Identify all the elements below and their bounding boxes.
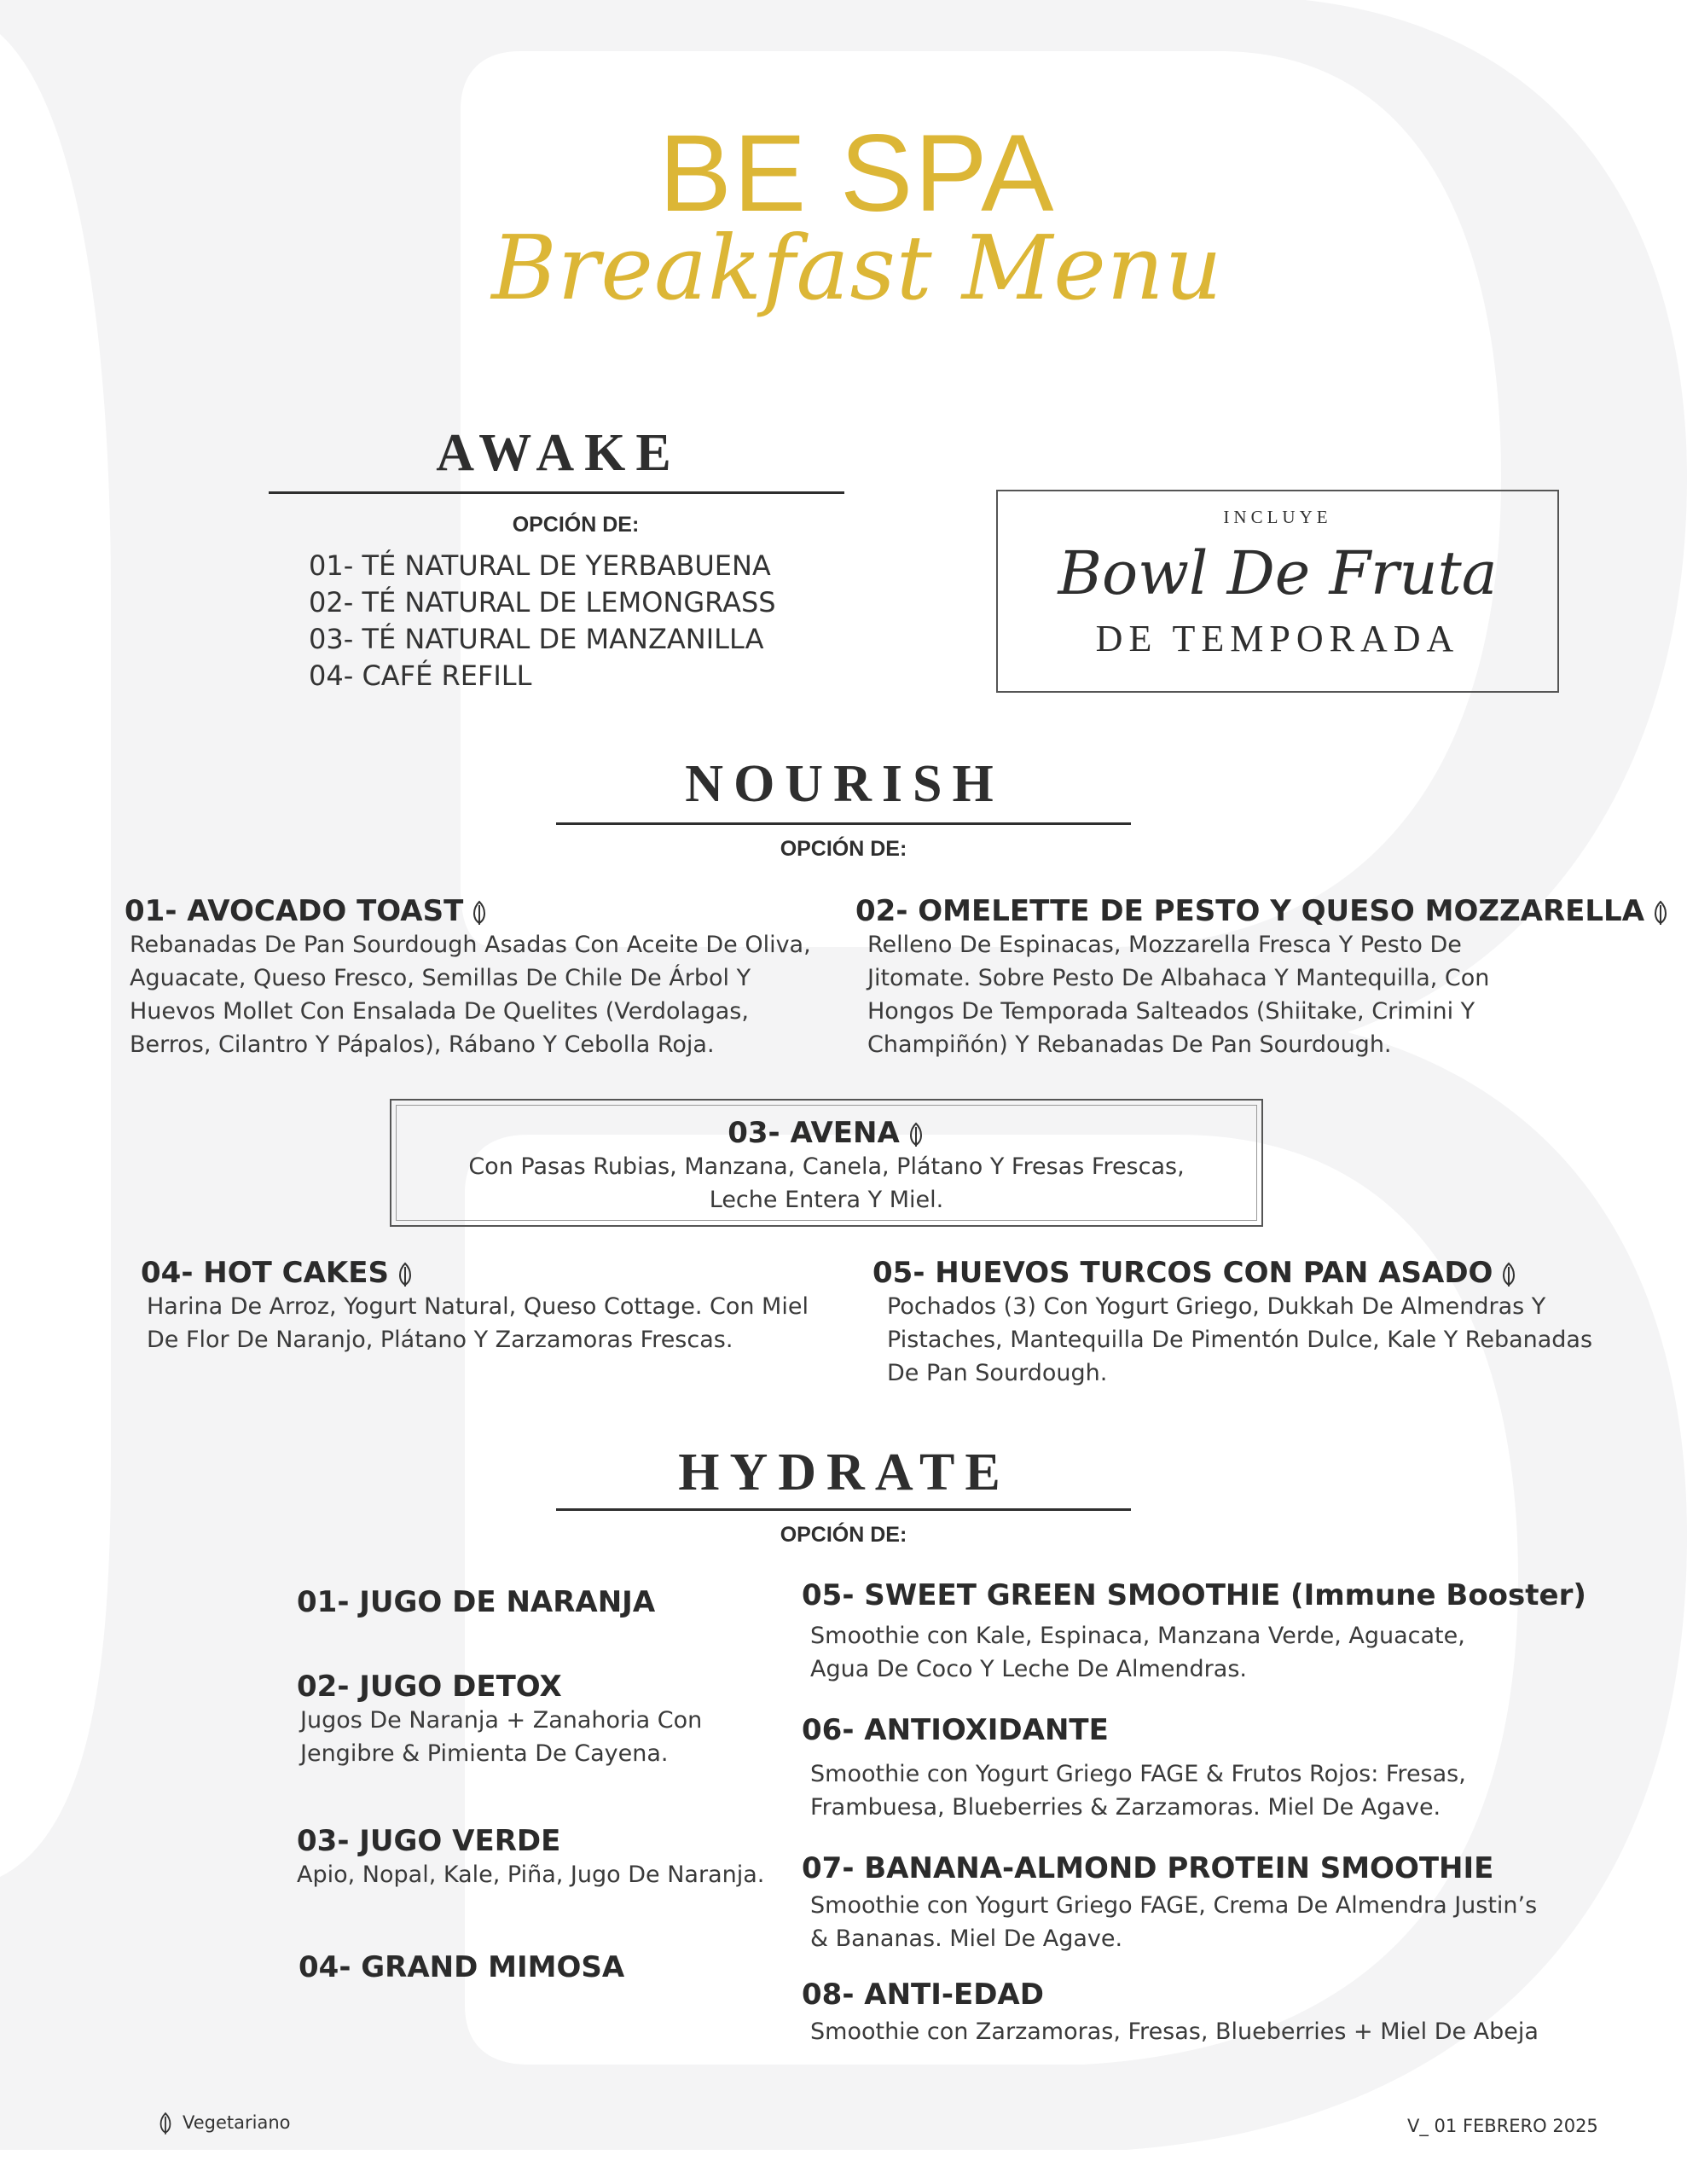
menu-item	[125, 894, 858, 1061]
incluye-script-title: Bowl De Fruta	[1058, 538, 1498, 608]
vegetarian-leaf-icon	[470, 900, 489, 926]
drink-description: Smoothie con Kale, Espinaca, Manzana Verde, Aguacate, Agua De Coco Y Leche De Almendras.	[810, 1623, 1465, 1682]
item-title: 05- HUEVOS TURCOS CON PAN ASADO	[872, 1256, 1640, 1290]
drink-description: Smoothie con Zarzamoras, Fresas, Blueberries + Miel De Abeja	[810, 2018, 1539, 2045]
incluye-box	[996, 490, 1559, 693]
drink-description: Apio, Nopal, Kale, Piña, Jugo De Naranja.	[297, 1862, 765, 1888]
drink-description: Smoothie con Yogurt Griego FAGE, Crema De Almendra Justin’s & Bananas. Miel De Agave.	[810, 1892, 1538, 1952]
vegetarian-leaf-icon	[1651, 900, 1670, 926]
section-title-hydrate: HYDRATE	[678, 1443, 1011, 1502]
drink-title: 07- BANANA-ALMOND PROTEIN SMOOTHIE	[802, 1851, 1494, 1885]
brand-title: BE SPA	[658, 113, 1056, 235]
awake-option-label: OPCIÓN DE:	[512, 513, 640, 537]
awake-item: 01- TÉ NATURAL DE YERBABUENA	[309, 549, 771, 582]
item-title: 02- OMELETTE DE PESTO Y QUESO MOZZARELLA	[855, 894, 1623, 928]
menu-item	[872, 1256, 1640, 1390]
item-title: 04- HOT CAKES	[141, 1256, 857, 1290]
hydrate-option-label: OPCIÓN DE:	[780, 1523, 907, 1547]
drink-item	[802, 1851, 1663, 1955]
drink-title: 04- GRAND MIMOSA	[299, 1950, 625, 1984]
awake-item: 02- TÉ NATURAL DE LEMONGRASS	[309, 586, 776, 619]
drink-item	[297, 1670, 809, 1770]
vegetarian-leaf-icon	[396, 1262, 415, 1287]
drink-title: 03- JUGO VERDE	[297, 1824, 561, 1858]
item-description: Relleno De Espinacas, Mozzarella Fresca Y Pesto De Jitomate. Sobre Pesto De Albahaca Y Mantequilla, Con Hongos De Temporada Salteados (Shiitake, Crimini Y Champiñón) Y Rebanadas De Pan Sourdough.	[867, 932, 1490, 1058]
vegetarian-leaf-icon	[907, 1122, 925, 1147]
drink-title: 01- JUGO DE NARANJA	[297, 1585, 656, 1619]
nourish-option-label: OPCIÓN DE:	[780, 837, 907, 861]
drink-title: 06- ANTIOXIDANTE	[802, 1713, 1109, 1747]
item-description: Rebanadas De Pan Sourdough Asadas Con Aceite De Oliva, Aguacate, Queso Fresco, Semillas De Chile De Árbol Y Huevos Mollet Con Ensalada De Quelites (Verdolagas, Berros, Cilantro Y Pápalos), Rábano Y Cebolla Roja.	[130, 932, 811, 1058]
legend-vegetarian: Vegetariano	[157, 2111, 291, 2135]
drink-item	[802, 1713, 1655, 1824]
section-rule-nourish	[556, 822, 1131, 825]
incluye-label: INCLUYE	[1223, 507, 1332, 527]
section-title-awake: AWAKE	[436, 424, 681, 482]
item-description: Con Pasas Rubias, Manzana, Canela, Plátano Y Fresas Frescas, Leche Entera Y Miel.	[468, 1153, 1185, 1213]
incluye-footer: DE TEMPORADA	[1095, 618, 1460, 659]
drink-item	[802, 1978, 1663, 2048]
vegetarian-leaf-icon	[1499, 1262, 1518, 1287]
drink-title: 08- ANTI-EDAD	[802, 1978, 1044, 2012]
version-label: V_ 01 FEBRERO 2025	[1407, 2116, 1598, 2136]
section-rule-awake	[269, 491, 844, 494]
item-title: 03- AVENA	[391, 1116, 1261, 1150]
menu-item	[855, 894, 1645, 1061]
vegetarian-leaf-icon	[157, 2111, 174, 2135]
drink-description: Jugos De Naranja + Zanahoria Con Jengibre & Pimienta De Cayena.	[300, 1707, 703, 1767]
menu-item	[141, 1256, 857, 1356]
section-title-nourish: NOURISH	[685, 755, 1004, 813]
item-title: 01- AVOCADO TOAST	[125, 894, 858, 928]
menu-subtitle: Breakfast Menu	[491, 216, 1223, 320]
item-description: Harina De Arroz, Yogurt Natural, Queso Cottage. Con Miel De Flor De Naranjo, Plátano Y Zarzamoras Frescas.	[147, 1293, 809, 1353]
section-rule-hydrate	[556, 1508, 1131, 1511]
drink-title: 02- JUGO DETOX	[297, 1670, 562, 1704]
drink-description: Smoothie con Yogurt Griego FAGE & Frutos Rojos: Fresas, Frambuesa, Blueberries & Zarzamoras. Miel De Agave.	[810, 1761, 1466, 1821]
awake-item: 03- TÉ NATURAL DE MANZANILLA	[309, 623, 764, 655]
drink-item	[802, 1578, 1655, 1686]
awake-list	[309, 548, 855, 694]
avena-box	[390, 1099, 1263, 1227]
drink-item	[297, 1824, 809, 1891]
awake-item: 04- CAFÉ REFILL	[309, 659, 532, 692]
item-description: Pochados (3) Con Yogurt Griego, Dukkah De Almendras Y Pistaches, Mantequilla De Pimentón Dulce, Kale Y Rebanadas De Pan Sourdough.	[887, 1293, 1593, 1386]
drink-title: 05- SWEET GREEN SMOOTHIE (Immune Booster)	[802, 1578, 1586, 1612]
